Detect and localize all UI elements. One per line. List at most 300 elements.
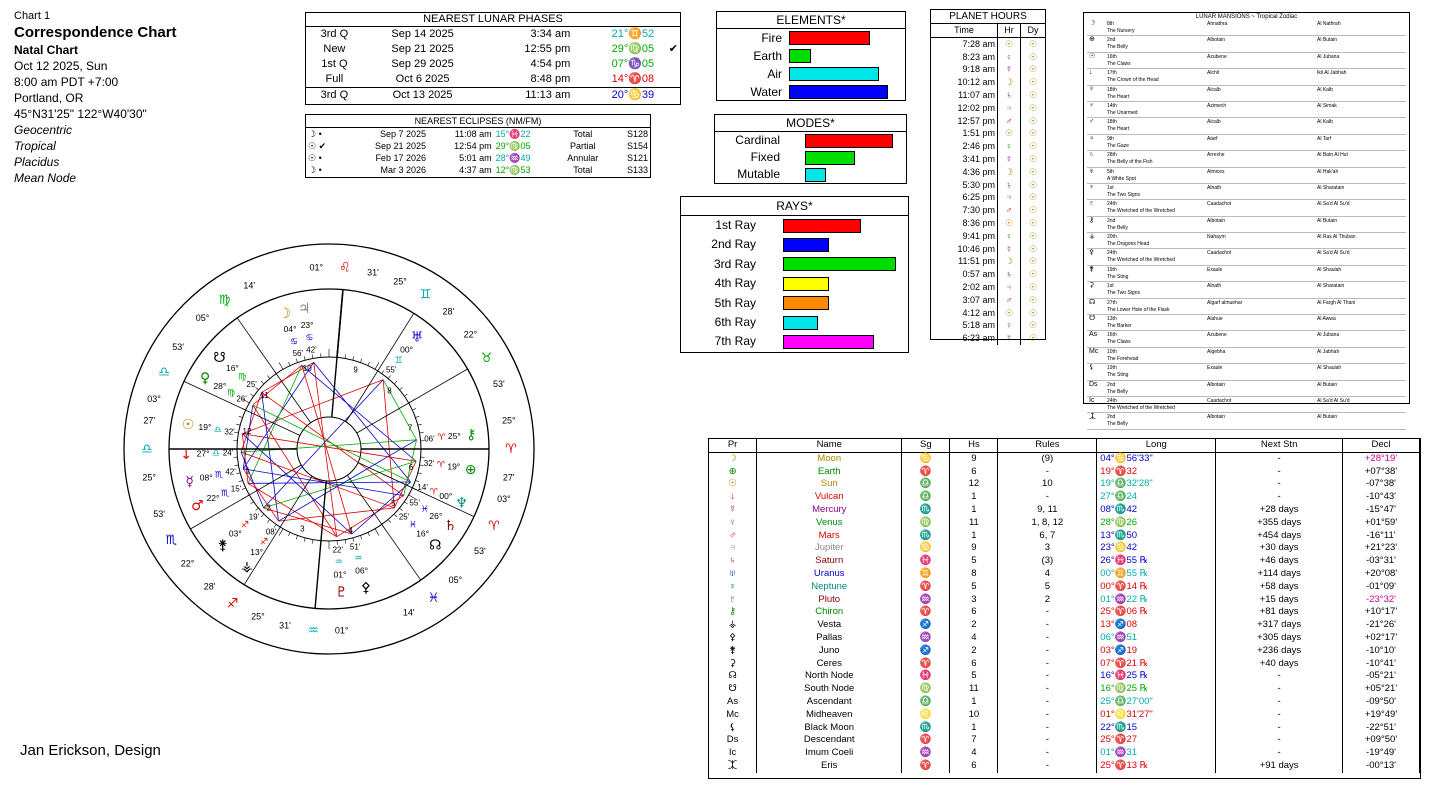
mansion-name: Alahue: [1207, 316, 1223, 323]
house-number: 10: [302, 363, 312, 373]
degree-tick: [239, 480, 243, 481]
mansion-arabic: Al Butain: [1317, 37, 1338, 44]
planet-glyph-wheel: ♃: [297, 301, 311, 318]
degree-tick: [353, 538, 354, 542]
planet-next-station: +236 days: [1216, 645, 1343, 658]
planet-glyph: ♇: [709, 594, 757, 607]
phase-position: 14°♈08: [611, 73, 655, 85]
planet-name: Ceres: [757, 658, 902, 671]
mansion-description: The Wretched of the Wretched: [1107, 257, 1175, 264]
hour-time: 5:30 pm: [962, 179, 996, 190]
mansion-number: 2nd: [1107, 37, 1116, 44]
mansion-description: The Sting: [1107, 273, 1129, 280]
lunar-phases-table: [306, 27, 680, 103]
mansion-description: The Belly: [1107, 224, 1128, 231]
planet-longitude: 06°♒51: [1097, 632, 1216, 645]
degree-tick: [388, 519, 391, 522]
planet-declination: +19°49': [1343, 709, 1420, 722]
hour-planet: ♃: [998, 191, 1021, 204]
planet-glyph: ☉: [709, 478, 757, 491]
planet-longitude: 03°♐19: [1097, 645, 1216, 658]
mansion-name: Exaule: [1207, 266, 1223, 273]
mansion-name: Alcalb: [1207, 86, 1221, 93]
mansion-description: The Wretched of the Wretched: [1107, 404, 1175, 411]
cusp-degree: 01°: [334, 625, 349, 636]
planet-minutes-wheel: 55': [385, 365, 397, 375]
house-number: 7: [407, 423, 413, 433]
planet-table-row: [709, 658, 1420, 671]
planet-table-row: [709, 632, 1420, 645]
mansion-name: Azubene: [1207, 53, 1227, 60]
hour-time: 4:12 am: [962, 307, 996, 318]
planet-name: Pluto: [757, 594, 902, 607]
aspect-line: [262, 392, 279, 521]
planet-rules: -: [998, 760, 1097, 773]
degree-tick: [261, 381, 264, 384]
planet-glyph-wheel: ☊: [429, 537, 442, 554]
rays-row: [681, 274, 908, 293]
planet-rules: -: [998, 722, 1097, 735]
planet-next-station: +30 days: [1216, 542, 1343, 555]
hour-time: 12:02 pm: [957, 102, 996, 113]
planet-sign-wheel: ♒: [334, 557, 343, 568]
planet-sign-wheel: ♒: [354, 554, 363, 565]
planet-hour-row: [931, 230, 1045, 243]
planet-table-row: [709, 683, 1420, 696]
eclipse-saros: S154: [626, 141, 648, 151]
mansion-row: [1087, 151, 1406, 167]
mansion-arabic: Ikil Al Jabhah: [1317, 70, 1347, 77]
planet-hour-row: [931, 51, 1045, 64]
house-number: 8: [387, 386, 392, 396]
lunar-phases-title: NEAREST LUNAR PHASES: [306, 13, 680, 27]
planet-table-row: [709, 517, 1420, 530]
planet-sign: ♒: [902, 632, 950, 645]
mansion-number: 24th: [1107, 201, 1117, 208]
mansion-description: The Nursery: [1107, 28, 1135, 34]
cusp-sign: ♎: [158, 365, 170, 381]
planet-glyph: ⚷: [709, 606, 757, 619]
mansion-description: The Heart: [1107, 126, 1130, 133]
mansion-description: A White Spot: [1107, 175, 1136, 182]
planet-next-station: -: [1216, 683, 1343, 696]
cusp-degree: 05°: [448, 574, 463, 585]
mansion-number: 9th: [1107, 135, 1114, 142]
mansion-arabic: Al Jabhah: [1317, 348, 1340, 355]
hour-planet: ☽: [998, 255, 1021, 268]
rays-bars: [681, 216, 908, 352]
mansion-description: The Forehead: [1107, 355, 1139, 362]
degree-tick: [234, 465, 238, 466]
planet-sign: ♓: [902, 670, 950, 683]
degree-tick: [368, 362, 370, 366]
day-planet: ☉: [1020, 243, 1045, 256]
mansion-symbol: ☽: [1089, 20, 1096, 27]
planet-sign-wheel: ♈: [429, 487, 438, 498]
mansion-symbol: ♆: [1089, 183, 1095, 191]
planet-sign-wheel: ♈: [436, 460, 445, 471]
planet-name: Vulcan: [757, 491, 902, 504]
rays-label: 4th Ray: [714, 276, 756, 291]
planet-glyph: ☿: [709, 504, 757, 517]
planet-name: Eris: [757, 760, 902, 773]
planet-hour-row: [931, 179, 1045, 192]
planet-declination: -07°38': [1343, 478, 1420, 491]
modes-bar: [805, 134, 893, 148]
cusp-sign: ♊: [419, 287, 432, 303]
planet-glyph: ☽: [709, 452, 757, 465]
planet-glyph: ↓: [709, 491, 757, 504]
phase-mark: [656, 57, 680, 72]
chart-setting: Placidus: [14, 155, 60, 169]
phase-date: Oct 6 2025: [395, 73, 450, 85]
mansion-symbol: ⚶: [1089, 233, 1095, 241]
degree-tick: [399, 387, 402, 390]
eclipse-time: 5:01 am: [459, 153, 492, 163]
planet-longitude: 01°♒22 ℞: [1097, 594, 1216, 607]
degree-tick: [239, 416, 243, 417]
planet-glyph-wheel: ⊕: [464, 461, 477, 478]
planet-house: 1: [950, 722, 998, 735]
planet-house: 7: [950, 734, 998, 747]
cusp-minutes: 14': [243, 280, 256, 291]
planet-rules: -: [998, 709, 1097, 722]
col-dy: Dy: [1020, 24, 1045, 37]
phase-mark: [656, 72, 680, 88]
modes-panel: [714, 114, 907, 184]
planet-glyph: ♄: [709, 555, 757, 568]
degree-tick: [412, 408, 416, 410]
eclipse-row: [306, 164, 650, 176]
day-planet: ☉: [1020, 179, 1045, 192]
planet-degree-wheel: 27°: [196, 448, 210, 459]
mansion-name: Exaule: [1207, 365, 1223, 372]
degree-tick: [296, 535, 297, 539]
rays-title: RAYS*: [681, 197, 908, 216]
planet-rules: -: [998, 683, 1097, 696]
planet-name: Sun: [757, 478, 902, 491]
planet-sign: ♍: [902, 517, 950, 530]
chart-setting: Tropical: [14, 139, 56, 153]
day-planet: ☉: [1020, 76, 1045, 89]
planet-name: Neptune: [757, 581, 902, 594]
hour-planet: ♄: [998, 268, 1021, 281]
planet-next-station: +317 days: [1216, 619, 1343, 632]
mansion-number: 20th: [1107, 234, 1117, 241]
mansion-number: 16th: [1107, 332, 1117, 339]
rays-bar: [783, 238, 829, 252]
planet-table-row: [709, 530, 1420, 543]
cusp-minutes: 53': [172, 342, 184, 353]
planet-next-station: -: [1216, 734, 1343, 747]
degree-tick: [415, 480, 419, 481]
mansion-description: The Belly: [1107, 44, 1128, 51]
aspect-line: [314, 362, 337, 536]
planet-longitude: 23°♋42: [1097, 542, 1216, 555]
house-number: 1: [245, 466, 251, 476]
planet-sign: ♈: [902, 466, 950, 479]
mansion-number: 24th: [1107, 250, 1117, 257]
degree-tick: [404, 502, 407, 504]
mansion-name: Atarf: [1207, 135, 1218, 142]
planet-declination: -00°13': [1343, 760, 1420, 773]
planet-next-station: -: [1216, 466, 1343, 479]
mansion-name: Albotain: [1207, 37, 1226, 44]
planet-next-station: -: [1216, 747, 1343, 760]
planet-degree-wheel: 25°: [447, 430, 461, 441]
chart-setting: Geocentric: [14, 123, 73, 137]
mansion-name: Albotain: [1207, 381, 1226, 388]
eclipse-saros: S121: [626, 153, 648, 163]
house-number: 2: [266, 503, 271, 513]
mansion-arabic: Al Butain: [1317, 381, 1338, 388]
planet-glyph: Ds: [709, 734, 757, 747]
mansion-name: Arrexhe: [1207, 152, 1225, 159]
mansion-arabic: Al Sa'd Al Su'd: [1317, 250, 1350, 257]
eclipse-position: 15°♓22: [495, 129, 531, 139]
planet-rules: -: [998, 747, 1097, 760]
hour-time: 3:07 am: [962, 294, 996, 305]
phase-name: New: [323, 43, 346, 55]
planet-next-station: -: [1216, 722, 1343, 735]
mansion-arabic: Al Simak: [1317, 102, 1337, 109]
mansion-number: 27th: [1107, 299, 1117, 306]
mansion-symbol: ☿: [1089, 85, 1095, 93]
planet-sign: ♎: [902, 491, 950, 504]
degree-tick: [279, 362, 283, 369]
degree-tick: [404, 394, 407, 396]
planet-declination: -09°50': [1343, 696, 1420, 709]
chart-info: [14, 8, 177, 186]
planet-minutes-wheel: 15': [230, 484, 242, 494]
eclipse-time: 4:37 am: [459, 165, 492, 175]
planet-next-station: +58 days: [1216, 581, 1343, 594]
day-planet: ☉: [1020, 102, 1045, 115]
mansion-row: [1087, 53, 1406, 69]
mansion-row: [1087, 200, 1406, 216]
degree-tick: [353, 356, 354, 360]
degree-tick: [375, 362, 379, 369]
chart-title: Correspondence Chart: [14, 24, 177, 41]
mansion-symbol: ⊕: [1089, 36, 1095, 44]
planet-rules: -: [998, 696, 1097, 709]
cusp-sign: ♓: [427, 591, 440, 607]
rays-row: [681, 235, 908, 254]
planet-next-station: -: [1216, 670, 1343, 683]
planet-degree-wheel: 19°: [198, 422, 212, 433]
planet-house: 6: [950, 658, 998, 671]
hour-time: 11:51 pm: [958, 256, 996, 267]
rays-panel: [680, 196, 909, 353]
mansion-arabic: Al Shaulah: [1317, 266, 1342, 273]
cusp-minutes: 14': [402, 607, 415, 618]
eclipse-saros: S128: [626, 129, 648, 139]
planet-table-row: [709, 645, 1420, 658]
mansion-name: Albotain: [1207, 217, 1226, 224]
planet-glyph: As: [709, 696, 757, 709]
degree-tick: [250, 394, 253, 396]
chart-place: Portland, OR: [14, 91, 84, 105]
degree-tick: [236, 473, 240, 474]
mansion-arabic: Al Butain: [1317, 217, 1338, 224]
mansion-number: 17th: [1107, 70, 1117, 77]
mansion-symbol: ♄: [1089, 151, 1095, 159]
planet-longitude: 04°♋56'33": [1097, 452, 1216, 465]
planet-sign: ♓: [902, 555, 950, 568]
planet-table-row: [709, 696, 1420, 709]
hour-time: 5:18 am: [962, 320, 996, 331]
planet-degree-wheel: 06°: [355, 565, 369, 576]
planet-sign: ♒: [902, 594, 950, 607]
planet-glyph-wheel: ♄: [443, 517, 457, 534]
planet-declination: +01°59': [1343, 517, 1420, 530]
planet-longitude: 08°♏42: [1097, 504, 1216, 517]
planet-table-row: [709, 491, 1420, 504]
cusp-minutes: 27': [143, 415, 156, 426]
house-number: 3: [300, 524, 305, 534]
planet-house: 10: [950, 709, 998, 722]
modes-label: Cardinal: [735, 133, 780, 147]
mansion-description: The Lower Hole of the Flask: [1107, 306, 1170, 313]
planet-house: 4: [950, 632, 998, 645]
rays-label: 6th Ray: [714, 314, 756, 329]
wheel-ring: [297, 417, 361, 481]
aspect-line: [383, 380, 394, 508]
planet-sign: ♋: [902, 452, 950, 465]
cusp-sign: ♈: [488, 518, 500, 534]
mansion-arabic: Al Sharatain: [1317, 184, 1345, 191]
planet-hour-row: [931, 332, 1045, 345]
planet-glyph: ♆: [709, 581, 757, 594]
hour-time: 9:41 pm: [962, 230, 996, 241]
mansion-symbol: ⯰: [1089, 413, 1097, 421]
planet-sign: ♊: [902, 568, 950, 581]
mansion-number: 18th: [1107, 119, 1117, 126]
day-planet: ☉: [1020, 230, 1045, 243]
hour-time: 6:23 am: [962, 333, 996, 344]
phase-date: Oct 13 2025: [392, 89, 453, 101]
eclipse-row: [306, 140, 650, 152]
cusp-minutes: 53': [493, 378, 505, 389]
rays-label: 3rd Ray: [713, 256, 756, 271]
planet-next-station: +91 days: [1216, 760, 1343, 773]
planet-rules: (9): [998, 452, 1097, 465]
eclipse-time: 11:08 am: [454, 129, 492, 139]
planet-minutes-wheel: 22': [332, 545, 344, 555]
house-number: 5: [391, 498, 396, 508]
planet-rules: 1, 8, 12: [998, 517, 1097, 530]
planet-name: Moon: [757, 452, 902, 465]
elements-bar: [789, 31, 870, 45]
degree-tick: [288, 362, 290, 366]
midheaven-arrow: [337, 292, 343, 358]
mansion-description: The Gaze: [1107, 142, 1129, 149]
cusp-sign: ♒: [307, 623, 319, 639]
planet-sign-wheel: ♏: [214, 470, 223, 481]
degree-tick: [279, 529, 283, 536]
mansion-symbol: ♃: [1089, 134, 1095, 142]
cusp-minutes: 31': [367, 267, 379, 278]
planet-glyph: ⚶: [709, 619, 757, 632]
cusp-sign: ♐: [226, 596, 239, 612]
degree-tick: [345, 540, 346, 544]
cusp-minutes: 53': [153, 509, 165, 520]
hour-planet: ☽: [998, 166, 1021, 179]
planet-table-row: [709, 760, 1420, 773]
mansion-name: Albotain: [1207, 414, 1226, 421]
planet-longitude: 16°♍25 ℞: [1097, 683, 1216, 696]
modes-row: [715, 166, 906, 183]
house-number: 6: [408, 463, 414, 473]
planet-sign: ♌: [902, 709, 950, 722]
mansion-arabic: Al Sa'd Al Su'd: [1317, 201, 1350, 208]
planet-rules: 4: [998, 568, 1097, 581]
planet-minutes-wheel: 25': [398, 512, 410, 522]
planet-minutes-wheel: 42': [306, 345, 317, 355]
phase-time: 12:55 pm: [524, 43, 571, 55]
lunar-phase-row: [306, 42, 680, 57]
degree-tick: [415, 416, 419, 417]
planet-table-row: [709, 478, 1420, 491]
mansion-name: Algarf almuehar: [1207, 299, 1243, 306]
mansion-name: Alcalb: [1207, 119, 1221, 126]
eclipse-type: Total: [573, 129, 593, 139]
planet-longitude: 25°♈06 ℞: [1097, 606, 1216, 619]
mansion-number: 8th: [1107, 21, 1114, 27]
mansion-name: Almices: [1207, 168, 1225, 175]
planet-hour-row: [931, 319, 1045, 332]
planet-glyph-wheel: ↓: [180, 446, 192, 463]
planet-degree-wheel: 23°: [300, 319, 314, 330]
planet-table-row: [709, 709, 1420, 722]
mansion-symbol: ⚳: [1089, 282, 1095, 290]
planet-sign: ♈: [902, 760, 950, 773]
mansion-row: [1087, 249, 1406, 265]
planet-declination: +21°23': [1343, 542, 1420, 555]
planet-table: [709, 439, 1420, 773]
planet-next-station: -: [1216, 709, 1343, 722]
planet-name: Vesta: [757, 619, 902, 632]
eclipse-row: [306, 128, 650, 140]
planet-degree-wheel: 03°: [228, 528, 242, 539]
degree-tick: [312, 354, 313, 358]
planet-rules: 10: [998, 478, 1097, 491]
phase-date: Sep 29 2025: [391, 58, 454, 70]
cusp-degree: 01°: [309, 262, 324, 273]
planet-longitude: 28°♍26: [1097, 517, 1216, 530]
cusp-minutes: 31': [279, 620, 291, 631]
planet-glyph-wheel: ♆: [455, 495, 468, 512]
planet-glyph: ⊕: [709, 466, 757, 479]
planet-table-row: [709, 606, 1420, 619]
mansion-arabic: Al Jubana: [1317, 332, 1340, 339]
eclipse-type: Annular: [567, 153, 599, 163]
degree-tick: [368, 532, 370, 536]
mansion-symbol: ♅: [1089, 167, 1095, 175]
planet-house: 5: [950, 670, 998, 683]
planet-name: Midheaven: [757, 709, 902, 722]
planet-next-station: +28 days: [1216, 504, 1343, 517]
planet-declination: -22°51': [1343, 722, 1420, 735]
mansion-name: Alnath: [1207, 184, 1222, 191]
planet-table-header: Name: [757, 439, 902, 452]
modes-bar: [805, 168, 826, 182]
planet-glyph-wheel: ☉: [181, 417, 195, 434]
hour-planet: ♃: [998, 102, 1021, 115]
planet-house: 8: [950, 568, 998, 581]
planet-name: South Node: [757, 683, 902, 696]
hour-planet: ☽: [998, 76, 1021, 89]
